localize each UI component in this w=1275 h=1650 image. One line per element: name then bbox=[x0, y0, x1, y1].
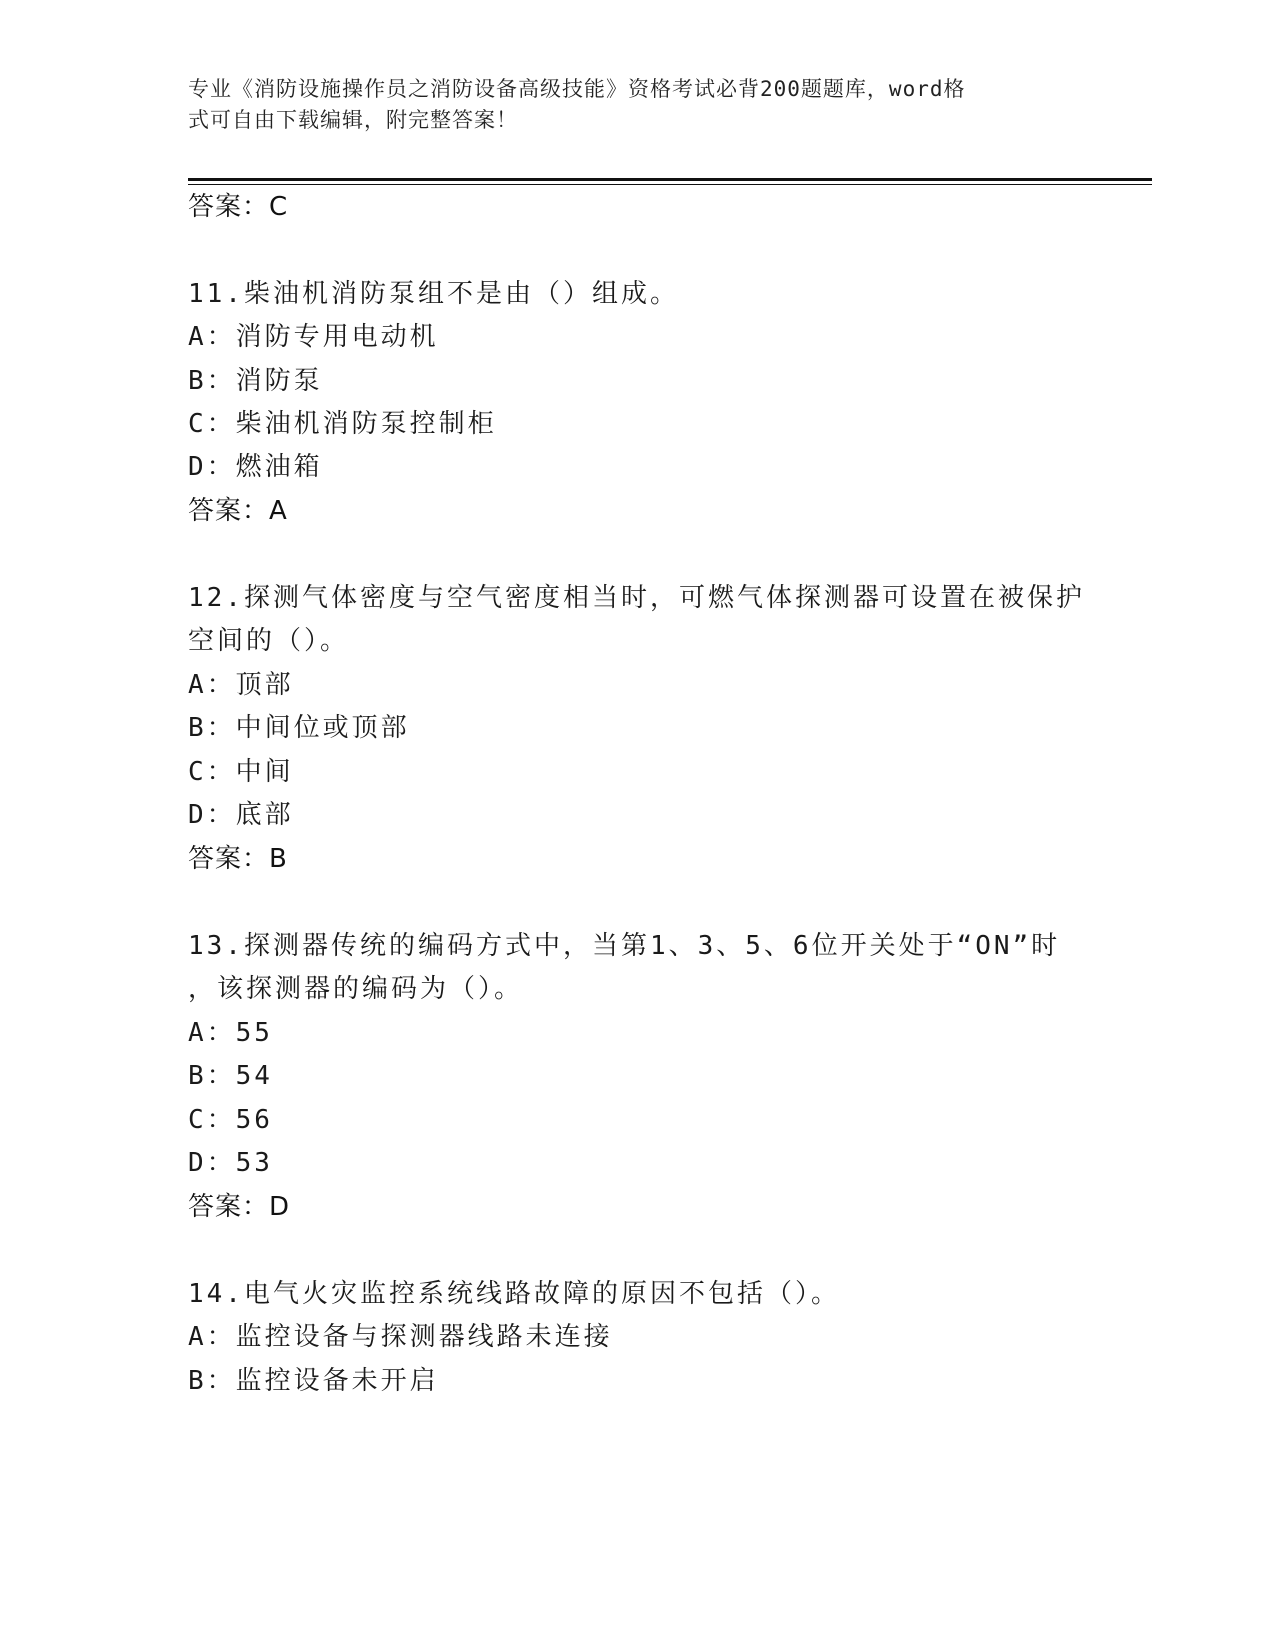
option-c: C：柴油机消防泵控制柜 bbox=[188, 409, 497, 439]
option-a: A：顶部 bbox=[188, 670, 294, 700]
option-b: B：消防泵 bbox=[188, 366, 323, 396]
header-line-1: 专业《消防设施操作员之消防设备高级技能》资格考试必背200题题库，word格 bbox=[188, 77, 966, 101]
header-divider-thick bbox=[188, 178, 1152, 181]
option-d: D：53 bbox=[188, 1148, 273, 1178]
option-c: C：56 bbox=[188, 1105, 273, 1135]
question-stem-continued: ，该探测器的编码为（）。 bbox=[188, 974, 524, 1004]
option-b: B：监控设备未开启 bbox=[188, 1366, 439, 1396]
answer-line: 答案：C bbox=[188, 192, 289, 222]
header-line-2: 式可自由下载编辑，附完整答案！ bbox=[188, 108, 518, 132]
question-stem: 12.探测气体密度与空气密度相当时，可燃气体探测器可设置在被保护 bbox=[188, 583, 1085, 613]
option-d: D：燃油箱 bbox=[188, 452, 323, 482]
answer-line: 答案：D bbox=[188, 1192, 291, 1222]
document-header bbox=[188, 74, 1068, 136]
question-stem: 14.电气火灾监控系统线路故障的原因不包括（）。 bbox=[188, 1279, 840, 1309]
option-d: D：底部 bbox=[188, 800, 294, 830]
question-stem: 11.柴油机消防泵组不是由（）组成。 bbox=[188, 279, 679, 309]
answer-line: 答案：B bbox=[188, 844, 288, 874]
answer-line: 答案：A bbox=[188, 496, 288, 526]
question-stem: 13.探测器传统的编码方式中，当第1、3、5、6位开关处于“ON”时 bbox=[188, 931, 1061, 961]
option-a: A：55 bbox=[188, 1018, 273, 1048]
option-c: C：中间 bbox=[188, 757, 294, 787]
option-b: B：中间位或顶部 bbox=[188, 713, 410, 743]
question-stem-continued: 空间的（）。 bbox=[188, 626, 350, 656]
header-divider-thin bbox=[188, 184, 1152, 185]
option-b: B：54 bbox=[188, 1061, 273, 1091]
option-a: A：消防专用电动机 bbox=[188, 322, 439, 352]
option-a: A：监控设备与探测器线路未连接 bbox=[188, 1322, 613, 1352]
